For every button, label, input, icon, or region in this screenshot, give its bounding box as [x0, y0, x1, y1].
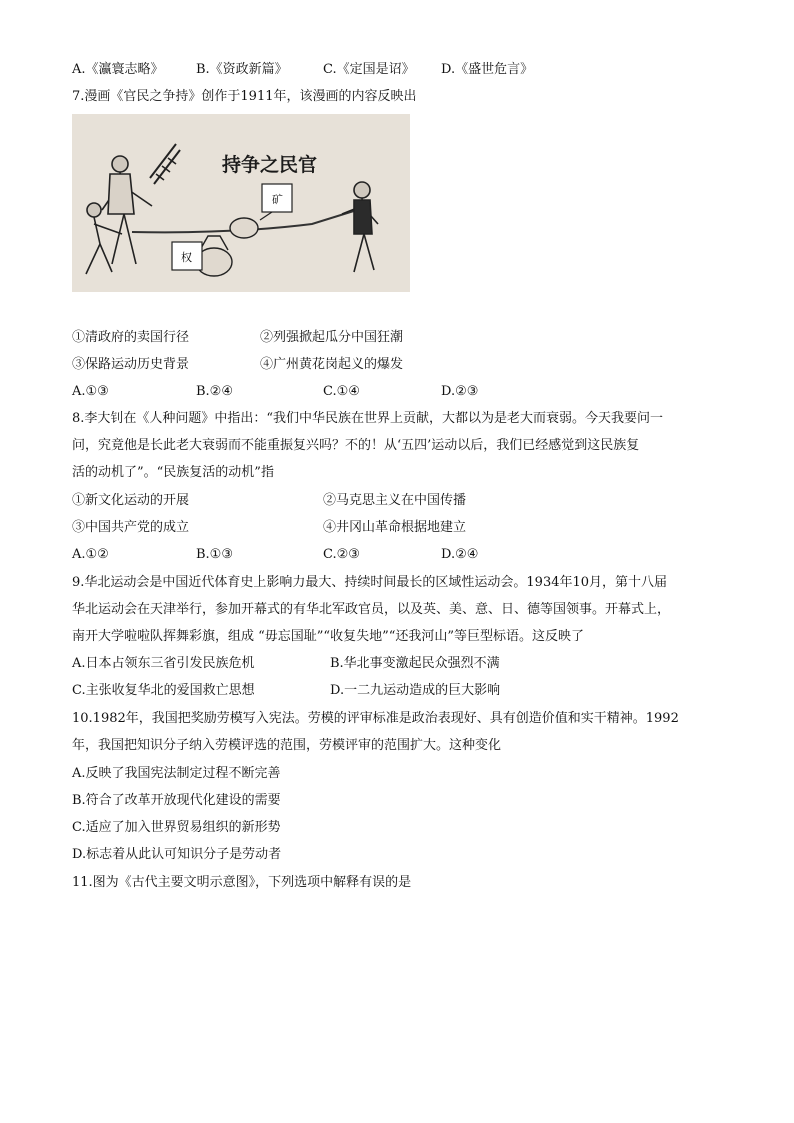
q10-stem-line-2: 年，我国把知识分子纳入劳模评选的范围，劳模评审的范围扩大。这种变化 [72, 738, 502, 753]
cartoon-illustration [72, 114, 410, 292]
q10-option-a: A.反映了我国宪法制定过程不断完善 [72, 766, 281, 781]
q8-stem-line-1: 8.李大钊在《人种问题》中指出：“我们中华民族在世界上贡献，大都以为是老大而衰弱。今天我要问一 [72, 411, 664, 426]
q7-statement-3: ③保路运动历史背景 [72, 357, 190, 372]
q8-option-b: B.①③ [196, 547, 233, 562]
q10-option-d: D.标志着从此认可知识分子是劳动者 [72, 847, 282, 862]
q7-statement-2: ②列强掀起瓜分中国狂潮 [260, 330, 404, 345]
q9-option-d: D.一二九运动造成的巨大影响 [330, 683, 501, 698]
q9-stem-line-1: 9.华北运动会是中国近代体育史上影响力最大、持续时间最长的区域性运动会。1934年10月，第十八届 [72, 575, 668, 590]
q8-stem-line-3: 活的动机了”。“民族复活的动机”指 [72, 465, 274, 480]
q10-stem-line-1: 10.1982年，我国把奖励劳模写入宪法。劳模的评审标准是政治表现好、具有创造价值和实干精神。1992 [72, 711, 679, 726]
q8-statement-2: ②马克思主义在中国传播 [323, 493, 467, 508]
q8-statement-1: ①新文化运动的开展 [72, 493, 190, 508]
cartoon-label-right: 权 [181, 251, 192, 264]
q8-statement-4: ④井冈山革命根据地建立 [323, 520, 467, 535]
cartoon-title: 持争之民官 [222, 154, 318, 176]
q10-option-b: B.符合了改革开放现代化建设的需要 [72, 793, 281, 808]
q11-stem: 11.图为《古代主要文明示意图》，下列选项中解释有误的是 [72, 875, 412, 890]
q7-option-a: A.①③ [72, 384, 109, 399]
q9-option-b: B.华北事变激起民众强烈不满 [330, 656, 500, 671]
q6-option-b: B.《资政新篇》 [196, 62, 288, 77]
q7-option-c: C.①④ [323, 384, 360, 399]
q8-statement-3: ③中国共产党的成立 [72, 520, 190, 535]
q7-stem: 7.漫画《官民之争持》创作于1911年，该漫画的内容反映出 [72, 89, 417, 104]
q9-option-a: A.日本占领东三省引发民族危机 [72, 656, 255, 671]
q6-option-d: D.《盛世危言》 [441, 62, 534, 77]
q7-statement-1: ①清政府的卖国行径 [72, 330, 190, 345]
q7-option-d: D.②③ [441, 384, 479, 399]
q6-option-c: C.《定国是诏》 [323, 62, 415, 77]
q8-option-d: D.②④ [441, 547, 479, 562]
q6-option-a: A.《瀛寰志略》 [72, 62, 164, 77]
q10-option-c: C.适应了加入世界贸易组织的新形势 [72, 820, 281, 835]
q8-option-a: A.①② [72, 547, 109, 562]
q8-stem-line-2: 问，究竟他是长此老大衰弱而不能重振复兴吗？不的！从‘五四’运动以后，我们已经感觉到这民族复 [72, 438, 640, 453]
cartoon-label-mine: 矿 [272, 193, 283, 206]
q7-cartoon-image [72, 114, 410, 292]
q7-option-b: B.②④ [196, 384, 233, 399]
q9-stem-line-3: 南开大学啦啦队挥舞彩旗，组成 “毋忘国耻”“收复失地”“还我河山”等巨型标语。这反映了 [72, 629, 585, 644]
q8-option-c: C.②③ [323, 547, 360, 562]
q7-statement-4: ④广州黄花岗起义的爆发 [260, 357, 404, 372]
q9-option-c: C.主张收复华北的爱国救亡思想 [72, 683, 255, 698]
q9-stem-line-2: 华北运动会在天津举行，参加开幕式的有华北军政官员，以及英、美、意、日、德等国领事。开幕式上， [72, 602, 671, 617]
